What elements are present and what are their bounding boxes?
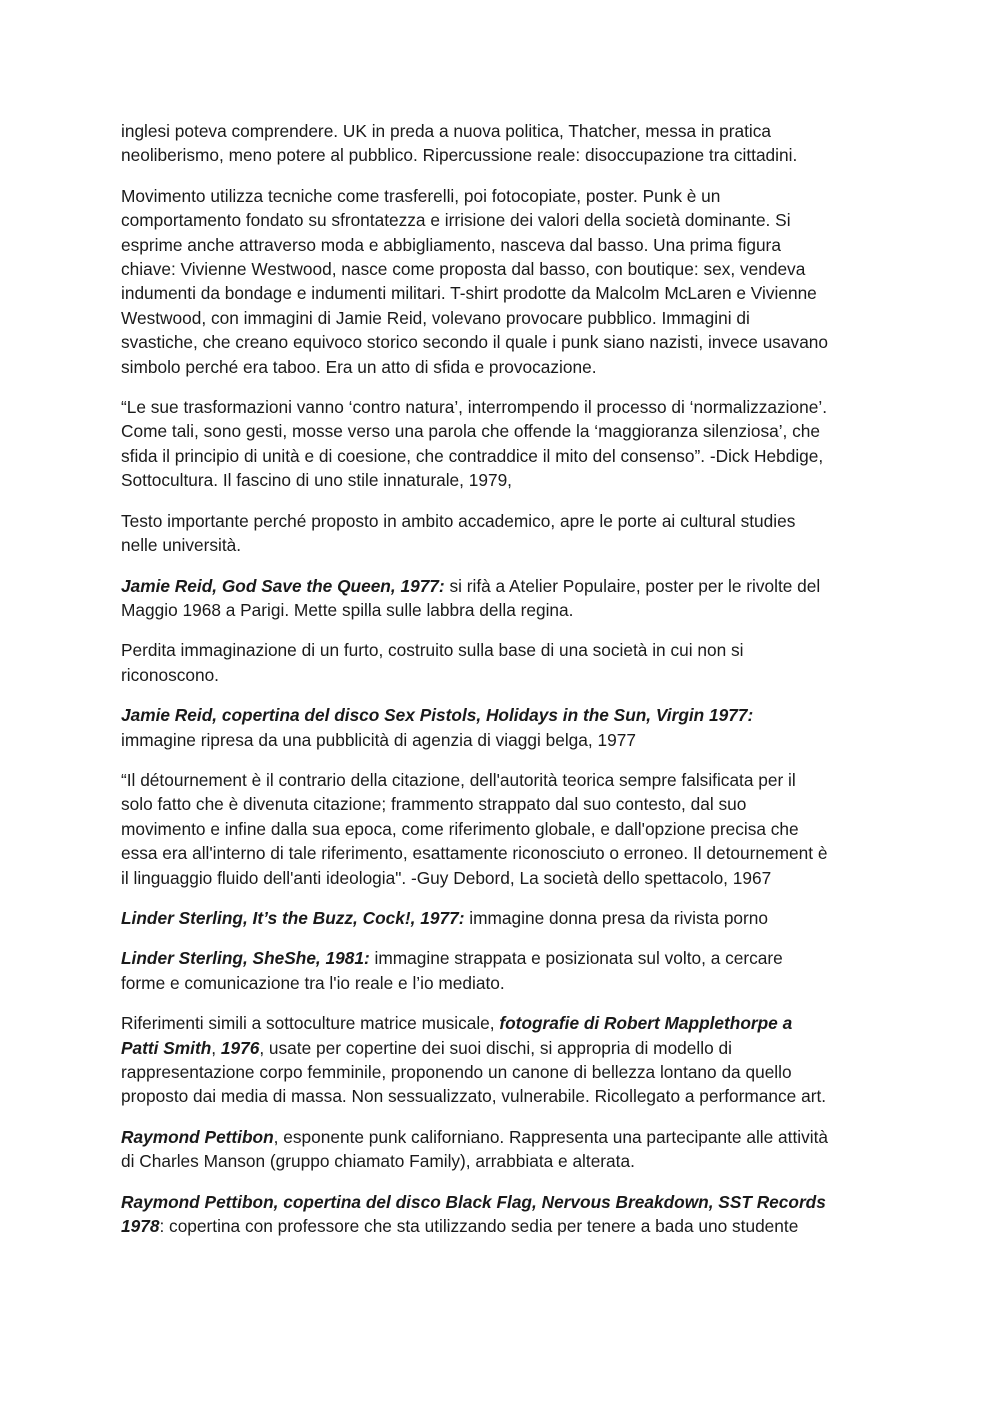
text-line: forme e comunicazione tra l'io reale e l’io mediato. xyxy=(121,972,505,993)
text-line: Perdita immaginazione di un furto, costruito sulla base di una società in cui non si xyxy=(121,640,744,661)
body-text: rappresentazione corpo femminile, proponendo un canone di bellezza lontano da quello xyxy=(121,1062,792,1082)
text-line: immagine donna presa da rivista porno xyxy=(464,907,769,928)
paragraph xyxy=(121,184,881,379)
text-line: indumenti da bondage e indumenti militari. T-shirt prodotte da Malcolm McLaren e Vivienne xyxy=(121,283,817,304)
text-line: Movimento utilizza tecniche come trasferelli, poi fotocopiate, poster. Punk è un xyxy=(121,185,721,206)
text-line: Maggio 1968 a Parigi. Mette spilla sulle labbra della regina. xyxy=(121,599,574,620)
paragraph xyxy=(121,1125,881,1174)
text-line: si rifà a Atelier Populaire, poster per le rivolte del xyxy=(444,575,821,596)
paragraph xyxy=(121,1190,881,1239)
text-line: inglesi poteva comprendere. UK in preda a nuova politica, Thatcher, messa in pratica xyxy=(121,121,772,141)
bold-reference: fotografie di Robert Mapplethorpe a xyxy=(499,1013,793,1034)
body-text: , usate per copertine dei suoi dischi, si appropria di modello di xyxy=(259,1037,732,1058)
paragraph xyxy=(121,574,881,623)
paragraph xyxy=(121,119,881,168)
bold-reference: 1978 xyxy=(121,1216,160,1237)
text-line: simbolo perché era taboo. Era un atto di sfida e provocazione. xyxy=(121,356,597,377)
text-line: Testo importante perché proposto in ambito accademico, apre le porte ai cultural studies xyxy=(121,510,796,531)
text-line: Come tali, sono gesti, mosse verso una parola che offende la ‘maggioranza silenziosa’, che xyxy=(121,421,821,442)
paragraph xyxy=(121,768,881,890)
text-line: , esponente punk californiano. Rappresenta una partecipante alle attività xyxy=(273,1126,828,1147)
text-line: solo fatto che è divenuta citazione; frammento strappato dal suo contesto, dal suo xyxy=(121,794,747,815)
text-line: immagine strappata e posizionata sul volto, a cercare xyxy=(369,948,783,969)
body-text: proposto dai media di massa. Non sessualizzato, vulnerabile. Ricollegato a performance art. xyxy=(121,1086,827,1107)
bold-reference: Jamie Reid, God Save the Queen, 1977: xyxy=(121,575,445,596)
paragraph xyxy=(121,638,881,687)
text-line: Sottocultura. Il fascino di uno stile innaturale, 1979, xyxy=(121,470,512,491)
paragraph xyxy=(121,395,881,493)
text-line: nelle università. xyxy=(121,535,242,556)
paragraph xyxy=(121,703,881,752)
paragraph xyxy=(121,1011,881,1109)
text-line: immagine ripresa da una pubblicità di agenzia di viaggi belga, 1977 xyxy=(121,729,636,750)
text-line: comportamento fondato su sfrontatezza e irrisione dei valori della società dominante. Si xyxy=(121,210,791,231)
text-line: esprime anche attraverso moda e abbigliamento, nasceva dal basso. Una prima figura xyxy=(121,234,781,255)
text-line: riconoscono. xyxy=(121,664,219,685)
bold-reference: 1976 xyxy=(220,1037,260,1058)
text-line: neoliberismo, meno potere al pubblico. Ripercussione reale: disoccupazione tra cittadini. xyxy=(121,145,798,166)
bold-reference: Linder Sterling, It’s the Buzz, Cock!, 1977: xyxy=(121,907,465,928)
paragraph xyxy=(121,906,881,930)
paragraph xyxy=(121,946,881,995)
bold-reference: Jamie Reid, copertina del disco Sex Pistols, Holidays in the Sun, Virgin 1977: xyxy=(121,705,754,726)
text-line: di Charles Manson (gruppo chiamato Family), arrabbiata e alterata. xyxy=(121,1151,635,1172)
text-line: essa era all'interno di tale riferimento, esattamente riconosciuto o erroneo. Il detournement è xyxy=(121,843,828,864)
bold-reference: Raymond Pettibon xyxy=(121,1126,274,1147)
document-page xyxy=(121,119,881,1254)
body-text: , xyxy=(211,1037,221,1058)
text-line: Westwood, con immagini di Jamie Reid, volevano provocare pubblico. Immagini di xyxy=(121,307,750,328)
text-line: chiave: Vivienne Westwood, nasce come proposta dal basso, con boutique: sex, vendeva xyxy=(121,259,806,280)
paragraph xyxy=(121,509,881,558)
bold-reference: Raymond Pettibon, copertina del disco Black Flag, Nervous Breakdown, SST Records xyxy=(121,1191,826,1212)
text-line: “Le sue trasformazioni vanno ‘contro natura’, interrompendo il processo di ‘normalizzazione’. xyxy=(121,397,827,418)
bold-reference: Linder Sterling, SheShe, 1981: xyxy=(121,948,370,969)
bold-reference: Patti Smith xyxy=(121,1037,212,1058)
text-line: svastiche, che creano equivoco storico secondo il quale i punk siano nazisti, invece usavano xyxy=(121,332,829,353)
text-line: sfida il principio di unità e di coesione, che contraddice il mito del consenso”. -Dick Hebdige, xyxy=(121,445,824,466)
body-text: Riferimenti simili a sottoculture matrice musicale, xyxy=(121,1013,500,1034)
text-line: il linguaggio fluido dell'anti ideologia". -Guy Debord, La società dello spettacolo, 1967 xyxy=(121,867,772,888)
text-line: “Il détournement è il contrario della citazione, dell'autorità teorica sempre falsificata per il xyxy=(121,769,796,790)
text-line: movimento e infine dalla sua epoca, come riferimento globale, e dall'opzione precisa che xyxy=(121,818,799,839)
body-text: : copertina con professore che sta utilizzando sedia per tenere a bada uno studente xyxy=(159,1216,799,1237)
